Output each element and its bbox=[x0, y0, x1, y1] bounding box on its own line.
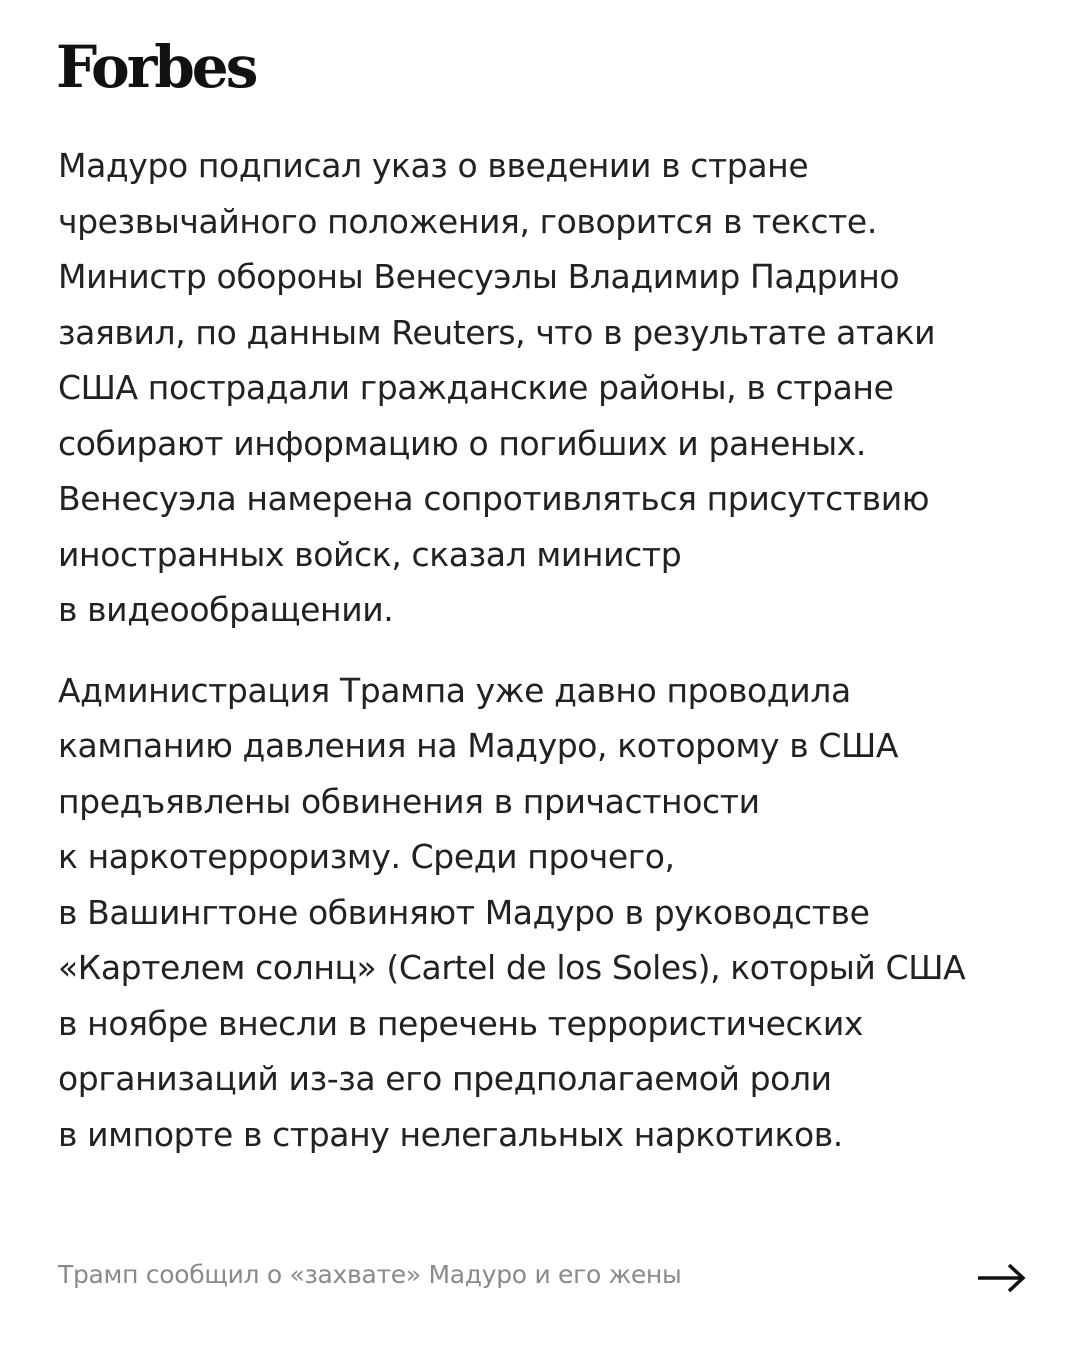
paragraph-line: Мадуро подписал указ о введении в стране bbox=[58, 146, 809, 185]
related-article-footer[interactable] bbox=[58, 1250, 1028, 1306]
paragraph-line: в видеообращении. bbox=[58, 590, 394, 629]
paragraph-line: чрезвычайного положения, говорится в тексте. bbox=[58, 201, 877, 241]
paragraph-line: в ноябре внесли в перечень террористических bbox=[58, 1003, 863, 1043]
paragraph-line: предъявлены обвинения в причастности bbox=[58, 781, 760, 821]
paragraph-line: в Вашингтоне обвиняют Мадуро в руководстве bbox=[58, 892, 870, 932]
paragraph-line: к наркотерроризму. Среди прочего, bbox=[58, 837, 675, 876]
paragraph-line: заявил, по данным Reuters, что в результате атаки bbox=[58, 312, 936, 352]
paragraph-line: кампанию давления на Мадуро, которому в США bbox=[58, 726, 899, 765]
article-body bbox=[58, 138, 1048, 1187]
paragraph-line: в импорте в страну нелегальных наркотиков. bbox=[58, 1114, 843, 1154]
paragraph-line: Министр обороны Венесуэлы Владимир Падрино bbox=[58, 257, 900, 296]
paragraph-line: США пострадали гражданские районы, в стране bbox=[58, 368, 894, 407]
related-article-link[interactable]: Трамп сообщил о «захвате» Мадуро и его жены bbox=[58, 1260, 682, 1289]
article-paragraph-2 bbox=[58, 663, 1048, 1163]
arrow-right-icon[interactable] bbox=[976, 1260, 1028, 1296]
paragraph-line: Администрация Трампа уже давно проводила bbox=[58, 670, 851, 710]
forbes-logo: Forbes bbox=[56, 33, 256, 101]
article-paragraph-1 bbox=[58, 138, 1048, 638]
paragraph-line: собирают информацию о погибших и раненых. bbox=[58, 423, 866, 463]
paragraph-line: иностранных войск, сказал министр bbox=[58, 534, 682, 574]
paragraph-line: Венесуэла намерена сопротивляться присутствию bbox=[58, 479, 930, 518]
paragraph-line: организаций из-за его предполагаемой роли bbox=[58, 1059, 832, 1098]
paragraph-line: «Картелем солнц» (Cartel de los Soles), который США bbox=[58, 948, 966, 987]
